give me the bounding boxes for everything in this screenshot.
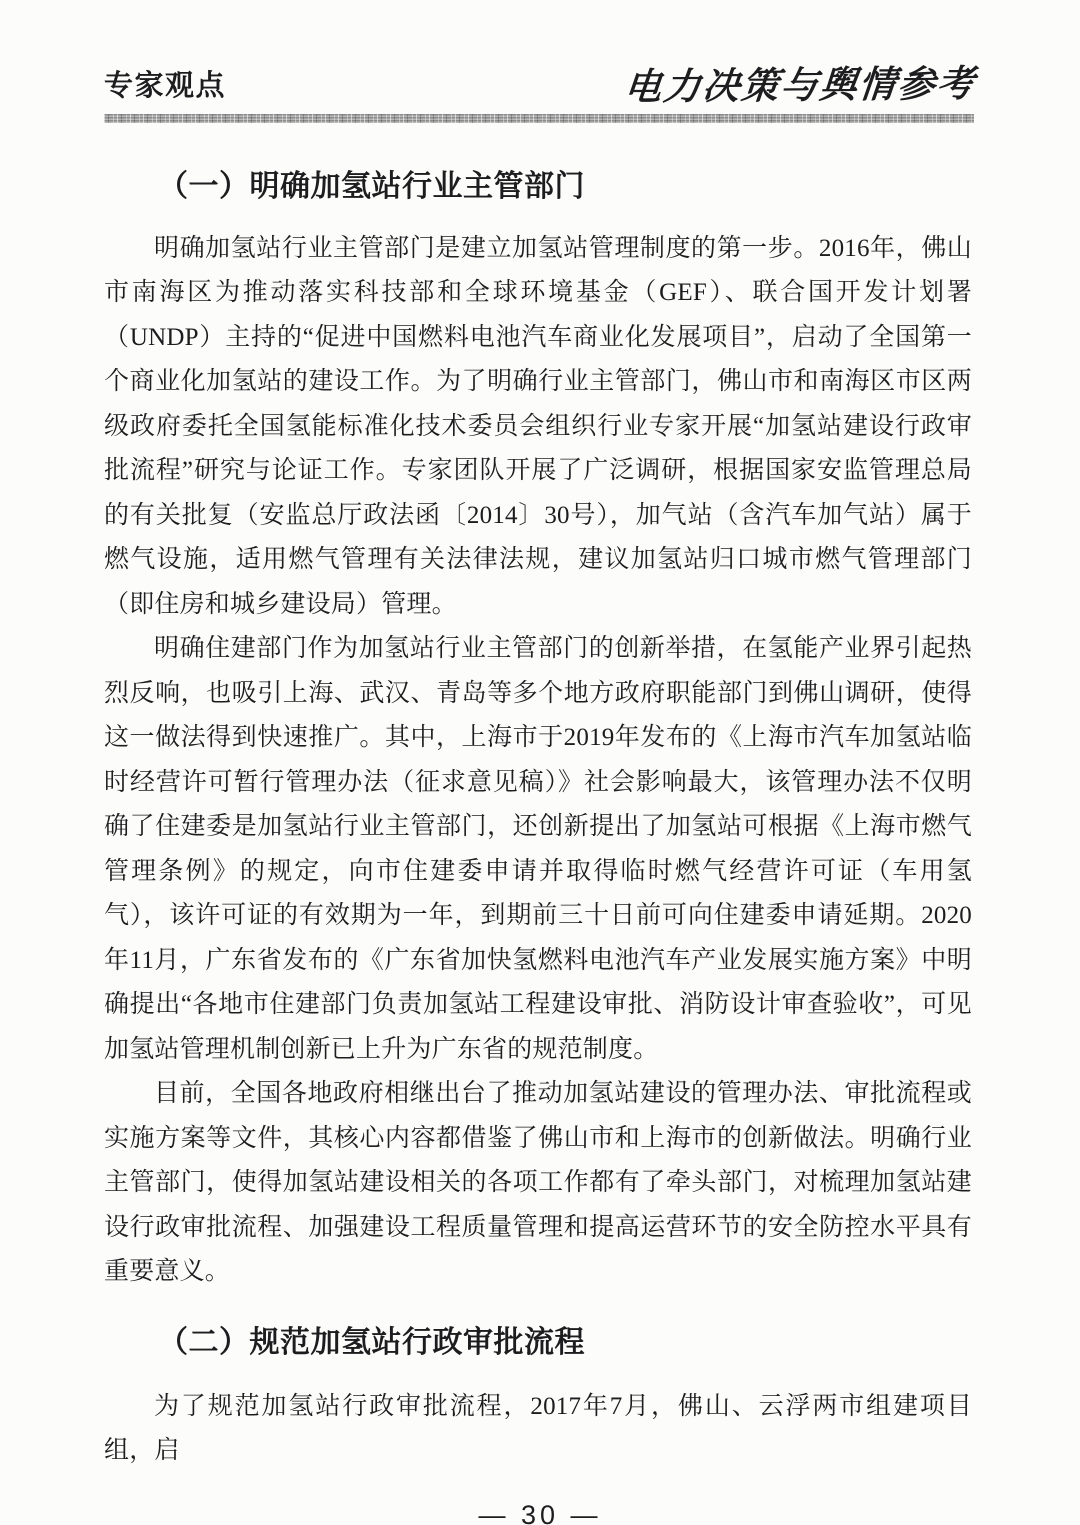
header-divider-bar <box>104 114 974 123</box>
page-footer <box>0 1500 1080 1525</box>
section-1-paragraph-2: 明确住建部门作为加氢站行业主管部门的创新举措，在氢能产业界引起热烈反响，也吸引上海、武汉、青岛等多个地方政府职能部门到佛山调研，使得这一做法得到快速推广。其中，上海市于2019年发布的《上海市汽车加氢站临时经营许可暂行管理办法（征求意见稿）》社会影响最大，该管理办法不仅明确了住建委是加氢站行业主管部门，还创新提出了加氢站可根据《上海市燃气管理条例》的规定，向市住建委申请并取得临时燃气经营许可证（车用氢气），该许可证的有效期为一年，到期前三十日前可向住建委申请延期。2020年11月，广东省发布的《广东省加快氢燃料电池汽车产业发展实施方案》中明确提出“各地市住建部门负责加氢站工程建设审批、消防设计审查验收”，可见加氢站管理机制创新已上升为广东省的规范制度。 <box>104 635 972 1063</box>
page-header <box>0 0 1080 123</box>
column-label: 专家观点 <box>104 69 227 102</box>
journal-title-calligraphy: 电力决策与舆情参考 <box>622 61 978 109</box>
header-row <box>104 61 978 109</box>
page-number: — 30 — <box>478 1499 602 1525</box>
section-2-heading: （二）规范加氢站行政审批流程 <box>158 1325 585 1359</box>
section-1-paragraph-3: 目前，全国各地政府相继出台了推动加氢站建设的管理办法、审批流程或实施方案等文件，其核心内容都借鉴了佛山市和上海市的创新做法。明确行业主管部门，使得加氢站建设相关的各项工作都有了牵头部门，对梳理加氢站建设行政审批流程、加强建设工程质量管理和提高运营环节的安全防控水平具有重要意义。 <box>104 1080 972 1286</box>
article-body <box>0 169 1080 1474</box>
section-1-heading: （一）明确加氢站行业主管部门 <box>158 169 585 203</box>
section-2-paragraph-1: 为了规范加氢站行政审批流程，2017年7月，佛山、云浮两市组建项目组，启 <box>104 1392 972 1465</box>
section-1-paragraph-1: 明确加氢站行业主管部门是建立加氢站管理制度的第一步。2016年，佛山市南海区为推动落实科技部和全球环境基金（GEF）、联合国开发计划署（UNDP）主持的“促进中国燃料电池汽车商业化发展项目”，启动了全国第一个商业化加氢站的建设工作。为了明确行业主管部门，佛山市和南海区市区两级政府委托全国氢能标准化技术委员会组织行业专家开展“加氢站建设行政审批流程”研究与论证工作。专家团队开展了广泛调研，根据国家安监管理总局的有关批复（安监总厅政法函〔2014〕30号），加气站（含汽车加气站）属于燃气设施，适用燃气管理有关法律法规，建议加氢站归口城市燃气管理部门（即住房和城乡建设局）管理。 <box>104 234 972 618</box>
